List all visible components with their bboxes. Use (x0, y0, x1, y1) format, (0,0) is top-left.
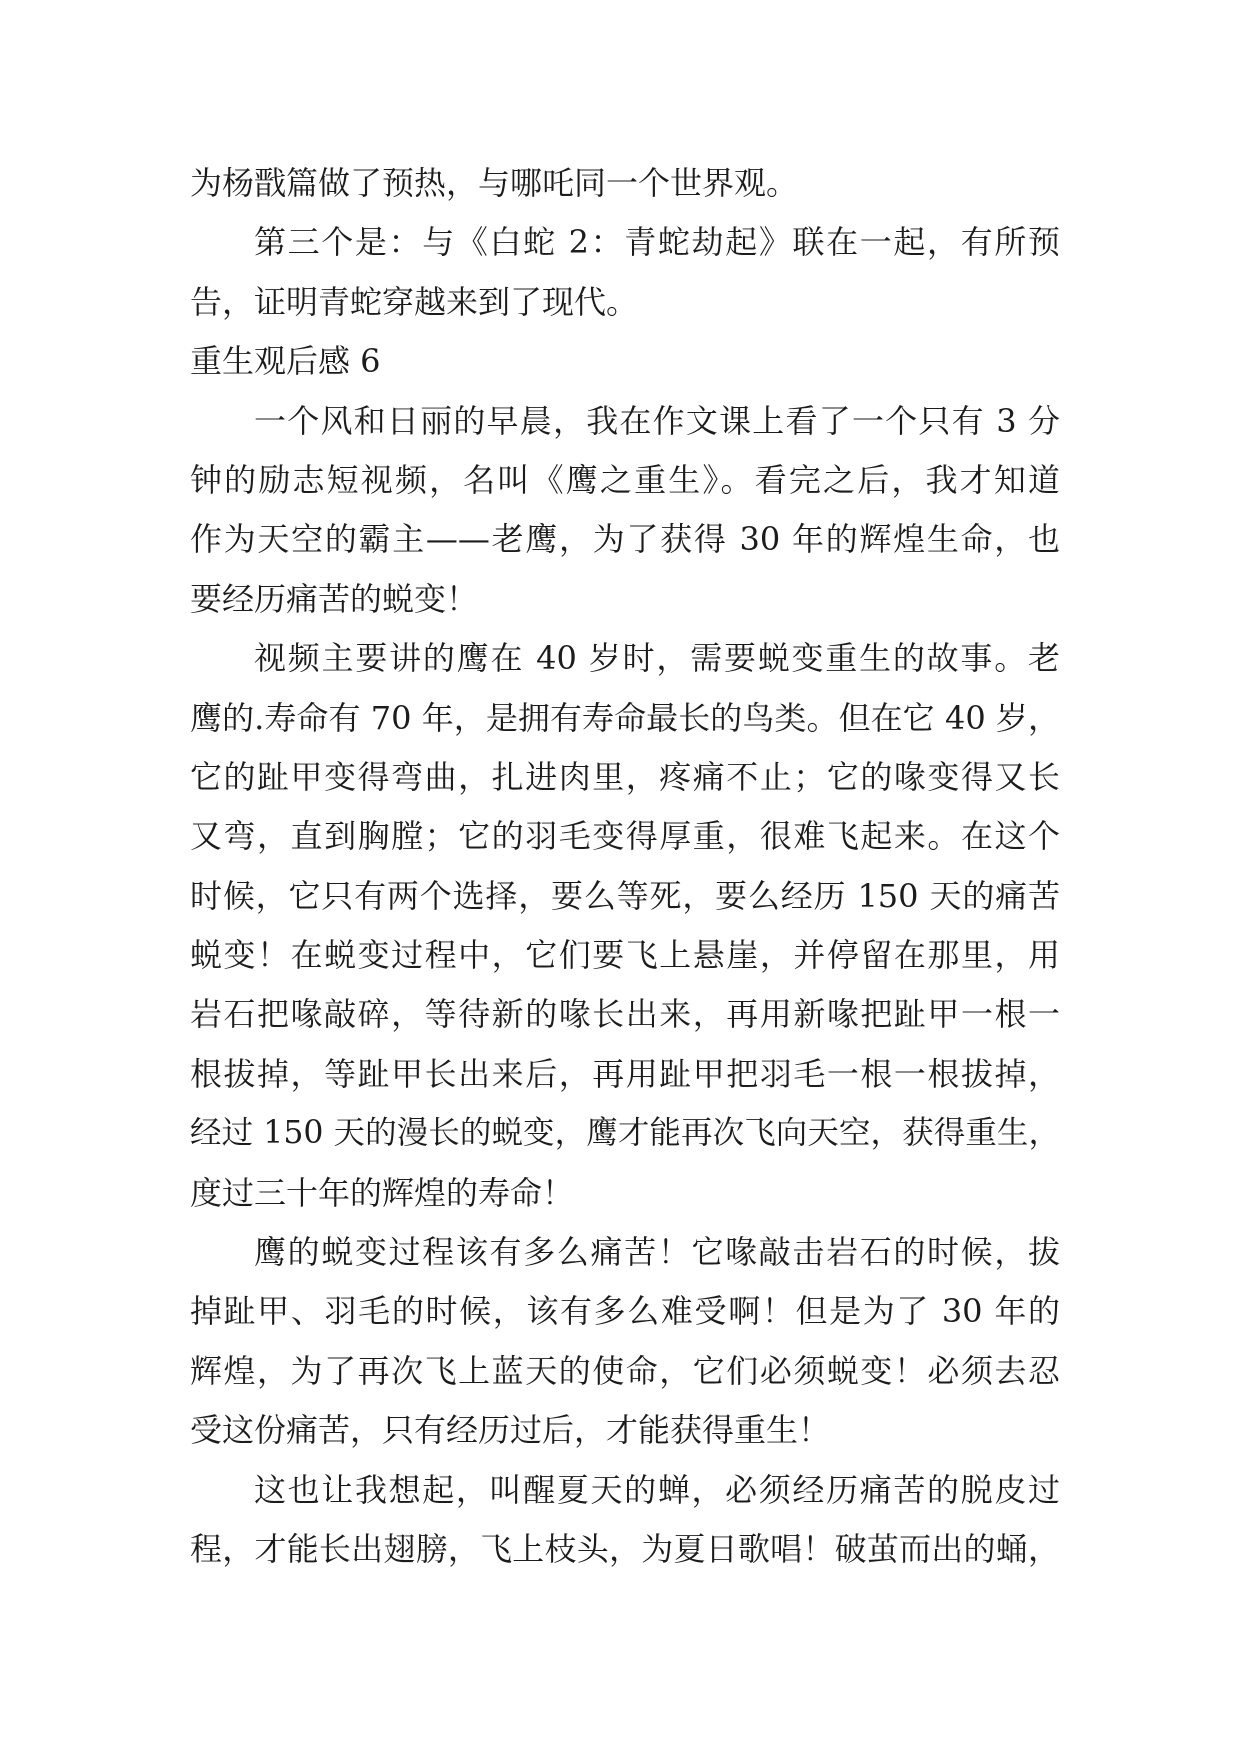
text-line: 第三个是：与《白蛇 2：青蛇劫起》联在一起，有所预 (254, 223, 1060, 262)
text-line: 又弯，直到胸膛；它的羽毛变得厚重，很难飞起来。在这个 (190, 817, 1060, 856)
text-line: 作为天空的霸主——老鹰，为了获得 30 年的辉煌生命，也 (190, 520, 1060, 559)
document-body (190, 154, 1060, 1579)
text-line: 根拔掉，等趾甲长出来后，再用趾甲把羽毛一根一根拔掉， (190, 1054, 1060, 1093)
text-line: 钟的励志短视频，名叫《鹰之重生》。看完之后，我才知道 (190, 460, 1060, 499)
section-heading: 重生观后感 6 (190, 342, 381, 381)
text-line: 蜕变！在蜕变过程中，它们要飞上悬崖，并停留在那里，用 (190, 936, 1060, 975)
text-line: 辉煌，为了再次飞上蓝天的使命，它们必须蜕变！必须去忍 (190, 1351, 1060, 1390)
text-line: 岩石把喙敲碎，等待新的喙长出来，再用新喙把趾甲一根一 (190, 995, 1060, 1034)
text-line: 经过 150 天的漫长的蜕变，鹰才能再次飞向天空，获得重生， (190, 1115, 1060, 1152)
text-line: 一个风和日丽的早晨，我在作文课上看了一个只有 3 分 (254, 401, 1060, 440)
text-line: 受这份痛苦，只有经历过后，才能获得重生！ (190, 1411, 831, 1450)
text-line: 度过三十年的辉煌的寿命！ (190, 1173, 575, 1212)
text-line: 这也让我想起，叫醒夏天的蝉，必须经历痛苦的脱皮过 (254, 1470, 1060, 1509)
text-line: 为杨戬篇做了预热，与哪吒同一个世界观。 (190, 164, 799, 202)
text-line: 视频主要讲的鹰在 40 岁时，需要蜕变重生的故事。老 (254, 639, 1060, 678)
text-line: 鹰的蜕变过程该有多么痛苦！它喙敲击岩石的时候，拔 (254, 1233, 1060, 1272)
text-line: 要经历痛苦的蜕变！ (190, 579, 479, 618)
text-line: 时候，它只有两个选择，要么等死，要么经历 150 天的痛苦 (190, 876, 1060, 915)
text-line: 告，证明青蛇穿越来到了现代。 (190, 282, 639, 321)
text-line: 掉趾甲、羽毛的时候，该有多么难受啊！但是为了 30 年的 (190, 1292, 1060, 1331)
text-line: 它的趾甲变得弯曲，扎进肉里，疼痛不止；它的喙变得又长 (190, 757, 1060, 796)
text-line: 鹰的.寿命有 70 年，是拥有寿命最长的鸟类。但在它 40 岁， (190, 698, 1060, 737)
text-line: 程，才能长出翅膀，飞上枝头，为夏日歌唱！破茧而出的蛹， (190, 1529, 1060, 1568)
